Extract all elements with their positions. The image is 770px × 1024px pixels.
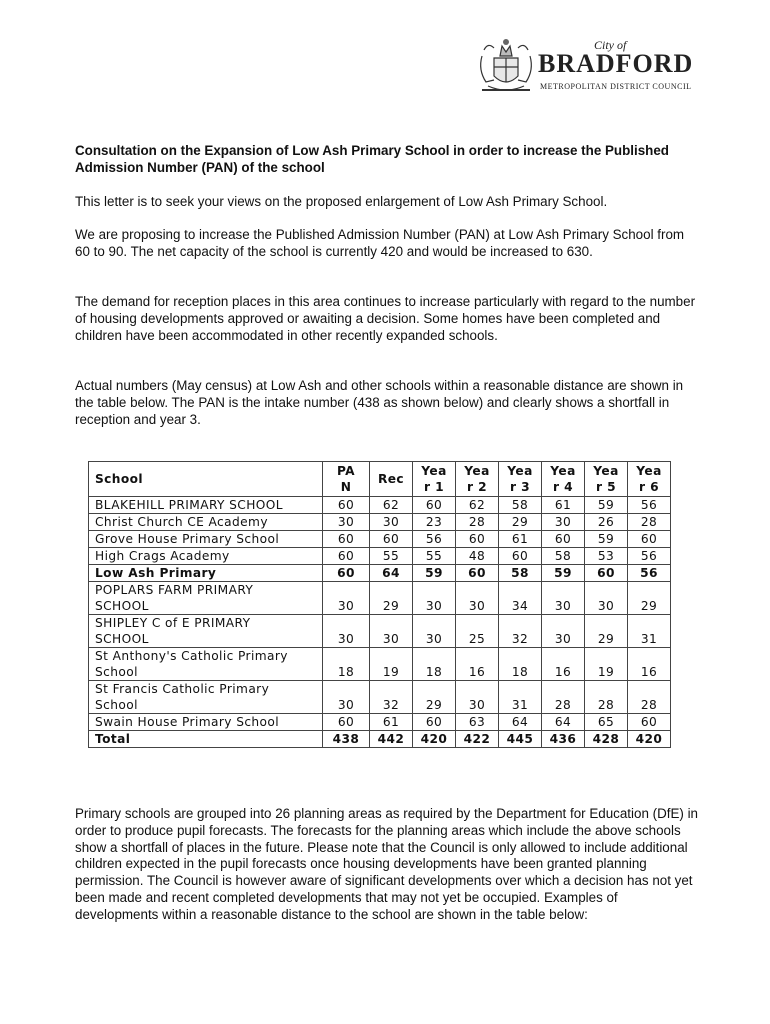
value-cell: 59 [585, 497, 628, 514]
school-name-cell: High Crags Academy [89, 548, 323, 565]
value-cell: 53 [585, 548, 628, 565]
header-year-3: Yea r 3 [499, 462, 542, 497]
school-name-cell: BLAKEHILL PRIMARY SCHOOL [89, 497, 323, 514]
school-name-cell: St Anthony's Catholic Primary School [89, 648, 323, 681]
paragraph-proposal: We are proposing to increase the Published Admission Number (PAN) at Low Ash Primary School from 60 to 90. The net capacity of the school is currently 420 and would be increased to 630. [75, 227, 685, 259]
value-cell: 59 [542, 565, 585, 582]
value-cell: 445 [499, 731, 542, 748]
table-row [89, 681, 671, 714]
table-row [89, 714, 671, 731]
value-cell: 58 [499, 565, 542, 582]
school-name-cell: Grove House Primary School [89, 531, 323, 548]
value-cell: 23 [413, 514, 456, 531]
value-cell: 60 [323, 565, 370, 582]
value-cell: 56 [628, 548, 671, 565]
table-row [89, 582, 671, 615]
value-cell: 60 [323, 531, 370, 548]
header-year-2: Yea r 2 [456, 462, 499, 497]
value-cell: 30 [370, 615, 413, 648]
table-row [89, 531, 671, 548]
table-row [89, 514, 671, 531]
school-name-cell: SHIPLEY C of E PRIMARY SCHOOL [89, 615, 323, 648]
value-cell: 30 [370, 514, 413, 531]
logo-city-of: City of [594, 38, 627, 52]
school-name-cell: Total [89, 731, 323, 748]
value-cell: 60 [323, 497, 370, 514]
value-cell: 28 [628, 681, 671, 714]
table-row [89, 648, 671, 681]
value-cell: 28 [456, 514, 499, 531]
value-cell: 60 [456, 565, 499, 582]
value-cell: 55 [370, 548, 413, 565]
value-cell: 60 [413, 714, 456, 731]
value-cell: 59 [585, 531, 628, 548]
value-cell: 18 [323, 648, 370, 681]
header-school: School [89, 462, 323, 497]
value-cell: 62 [456, 497, 499, 514]
value-cell: 60 [628, 531, 671, 548]
school-name-cell: Low Ash Primary [89, 565, 323, 582]
value-cell: 62 [370, 497, 413, 514]
value-cell: 60 [413, 497, 456, 514]
value-cell: 428 [585, 731, 628, 748]
logo-name: BRADFORD [538, 49, 694, 78]
value-cell: 29 [628, 582, 671, 615]
council-logo [474, 36, 704, 100]
value-cell: 64 [370, 565, 413, 582]
table-header-row [89, 462, 671, 497]
value-cell: 61 [370, 714, 413, 731]
value-cell: 34 [499, 582, 542, 615]
value-cell: 16 [628, 648, 671, 681]
value-cell: 422 [456, 731, 499, 748]
value-cell: 63 [456, 714, 499, 731]
value-cell: 61 [499, 531, 542, 548]
value-cell: 18 [413, 648, 456, 681]
value-cell: 29 [413, 681, 456, 714]
logo-subtitle: METROPOLITAN DISTRICT COUNCIL [540, 82, 692, 91]
paragraph-intro: This letter is to seek your views on the proposed enlargement of Low Ash Primary School. [75, 194, 608, 209]
value-cell: 30 [542, 514, 585, 531]
value-cell: 65 [585, 714, 628, 731]
header-year-5: Yea r 5 [585, 462, 628, 497]
school-name-cell: Swain House Primary School [89, 714, 323, 731]
value-cell: 60 [585, 565, 628, 582]
value-cell: 60 [456, 531, 499, 548]
table-row [89, 615, 671, 648]
value-cell: 56 [628, 497, 671, 514]
table-row [89, 731, 671, 748]
value-cell: 436 [542, 731, 585, 748]
value-cell: 30 [542, 615, 585, 648]
paragraph-planning-areas: Primary schools are grouped into 26 planning areas as required by the Department for Education (DfE) in order to produce pupil forecasts. The forecasts for the planning areas which include the above schools show a shortfall of places in the future. Please note that the Council is only allowed to include additional children expected in the pupil forecasts once housing developments have been granted planning permission. The Council is however aware of significant developments over which a decision has not yet been made and recent completed developments that may not yet be occupied. Examples of developments within a reasonable distance to the school are shown in the table below: [75, 806, 698, 922]
value-cell: 30 [542, 582, 585, 615]
value-cell: 28 [542, 681, 585, 714]
value-cell: 29 [585, 615, 628, 648]
value-cell: 28 [585, 681, 628, 714]
value-cell: 31 [628, 615, 671, 648]
value-cell: 60 [323, 714, 370, 731]
header-rec: Rec [370, 462, 413, 497]
table-row [89, 548, 671, 565]
value-cell: 30 [323, 582, 370, 615]
value-cell: 32 [370, 681, 413, 714]
value-cell: 56 [628, 565, 671, 582]
school-name-cell: St Francis Catholic Primary School [89, 681, 323, 714]
value-cell: 48 [456, 548, 499, 565]
value-cell: 61 [542, 497, 585, 514]
paragraph-numbers: Actual numbers (May census) at Low Ash and other schools within a reasonable distance are shown in the table below. The PAN is the intake number (438 as shown below) and clearly shows a shortfall in reception and year 3. [75, 378, 684, 427]
document-title: Consultation on the Expansion of Low Ash Primary School in order to increase the Published Admission Number (PAN) of the school [75, 143, 669, 175]
value-cell: 58 [499, 497, 542, 514]
value-cell: 18 [499, 648, 542, 681]
header-year-4: Yea r 4 [542, 462, 585, 497]
value-cell: 30 [413, 615, 456, 648]
value-cell: 30 [323, 514, 370, 531]
value-cell: 56 [413, 531, 456, 548]
value-cell: 64 [499, 714, 542, 731]
value-cell: 29 [499, 514, 542, 531]
value-cell: 442 [370, 731, 413, 748]
value-cell: 30 [323, 615, 370, 648]
value-cell: 25 [456, 615, 499, 648]
school-name-cell: Christ Church CE Academy [89, 514, 323, 531]
value-cell: 58 [542, 548, 585, 565]
value-cell: 16 [542, 648, 585, 681]
value-cell: 60 [499, 548, 542, 565]
value-cell: 30 [456, 582, 499, 615]
school-numbers-table [88, 461, 671, 748]
value-cell: 31 [499, 681, 542, 714]
value-cell: 55 [413, 548, 456, 565]
value-cell: 30 [413, 582, 456, 615]
value-cell: 438 [323, 731, 370, 748]
school-name-cell: POPLARS FARM PRIMARY SCHOOL [89, 582, 323, 615]
header-year-6: Yea r 6 [628, 462, 671, 497]
value-cell: 60 [542, 531, 585, 548]
table-row [89, 497, 671, 514]
value-cell: 60 [323, 548, 370, 565]
value-cell: 30 [585, 582, 628, 615]
paragraph-demand: The demand for reception places in this area continues to increase particularly with regard to the number of housing developments approved or awaiting a decision. Some homes have been completed and children have been accommodated in other recently expanded schools. [75, 294, 696, 343]
header-pan: PA N [323, 462, 370, 497]
value-cell: 60 [370, 531, 413, 548]
value-cell: 64 [542, 714, 585, 731]
value-cell: 29 [370, 582, 413, 615]
header-year-1: Yea r 1 [413, 462, 456, 497]
value-cell: 16 [456, 648, 499, 681]
value-cell: 59 [413, 565, 456, 582]
value-cell: 30 [456, 681, 499, 714]
value-cell: 26 [585, 514, 628, 531]
table-row [89, 565, 671, 582]
value-cell: 28 [628, 514, 671, 531]
value-cell: 19 [370, 648, 413, 681]
value-cell: 19 [585, 648, 628, 681]
value-cell: 30 [323, 681, 370, 714]
value-cell: 420 [628, 731, 671, 748]
value-cell: 32 [499, 615, 542, 648]
coat-of-arms-icon [474, 36, 538, 100]
value-cell: 60 [628, 714, 671, 731]
value-cell: 420 [413, 731, 456, 748]
